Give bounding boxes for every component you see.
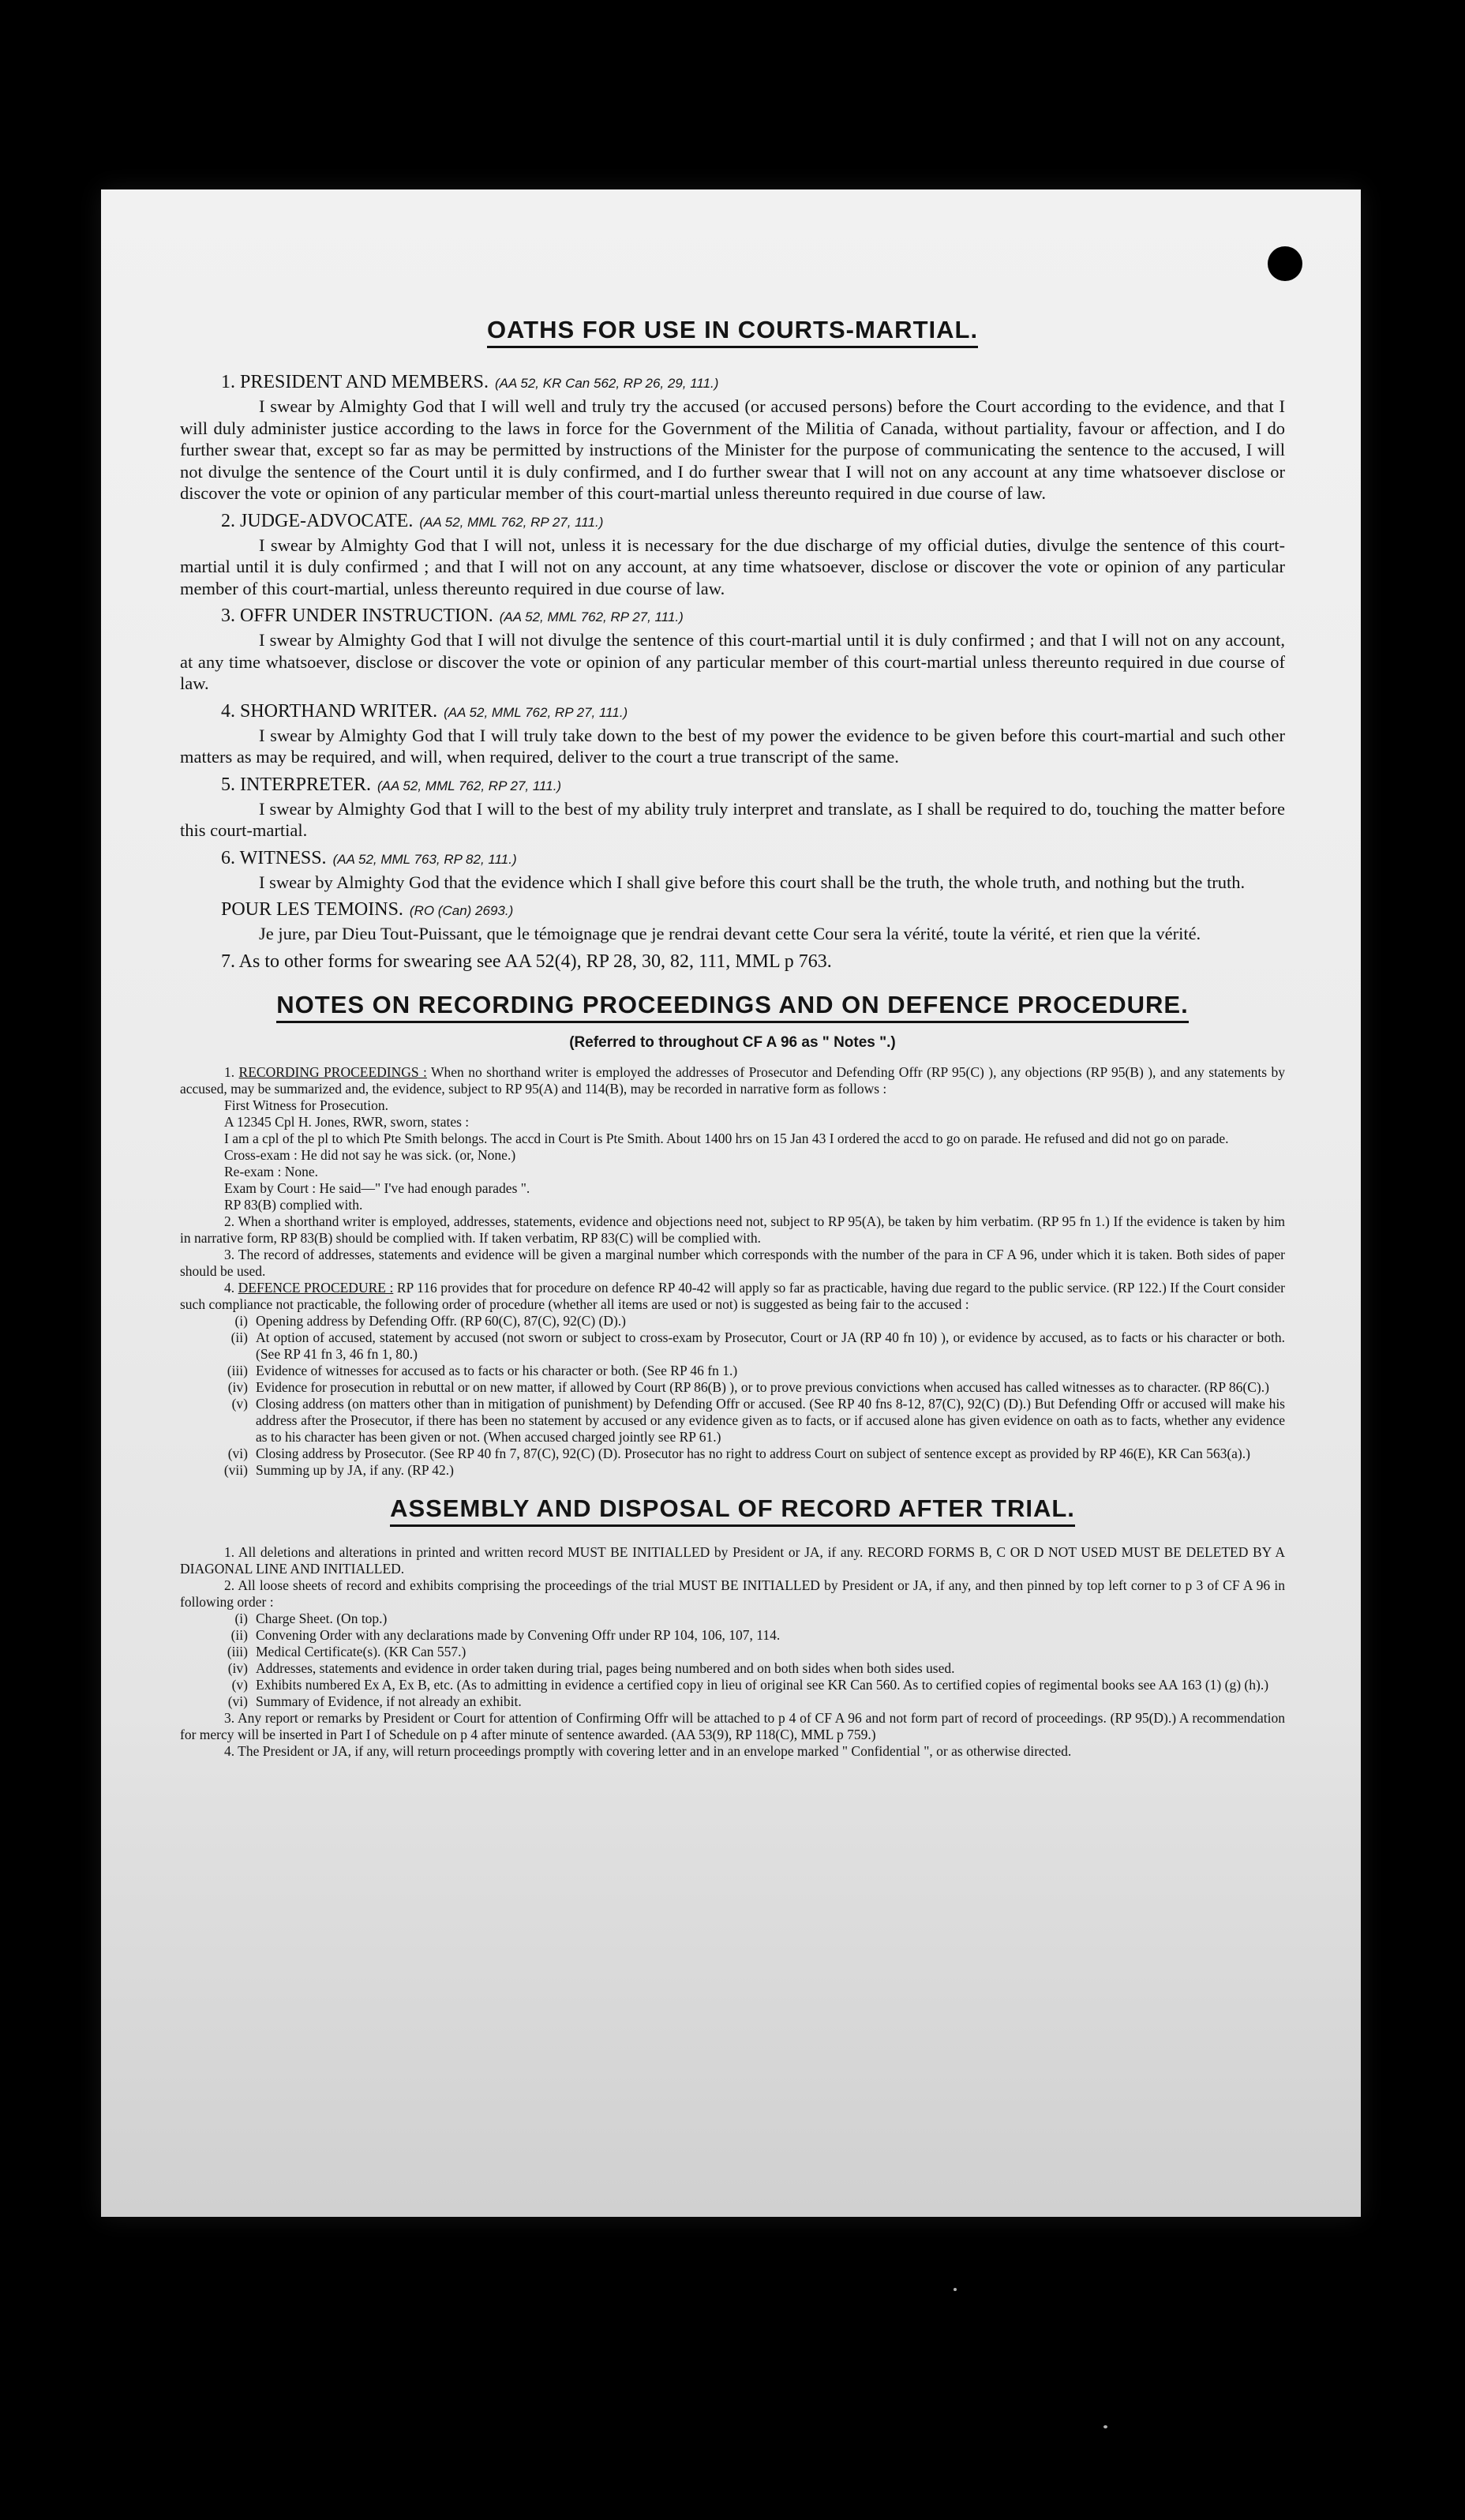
oath-text: I swear by Almighty God that the evidence which I shall give before this court shall be the truth, the whole truth, and nothing but the truth. [259,872,1246,892]
oath-section [180,699,1285,768]
oath-section [180,898,1285,945]
list-item-text: Medical Certificate(s). (KR Can 557.) [256,1643,466,1659]
notes-subtitle: (Referred to throughout CF A 96 as " Notes ".) [569,1033,896,1051]
oath-heading [180,846,1285,872]
list-item-number: (i) [234,1312,248,1329]
list-item [180,1329,1285,1363]
assembly-para-1: 1. All deletions and alterations in printed and written record MUST BE INITIALLED by President or JA, if any. RECORD FORMS B, C OR D NOT USED MUST BE DELETED BY A DIAGONAL LINE AND INITIALLED. [180,1543,1285,1577]
notes-para-4: 4. DEFENCE PROCEDURE : RP 116 provides that for procedure on defence RP 40-42 will apply so far as practicable, having due regard to the public service. (RP 122.) If the Court consider such compliance not practicable, the following order of procedure (whether all items are used or not) is suggested as being fair to the accused : [180,1279,1286,1312]
sample-record-line: Cross-exam : He did not say he was sick. (or, None.) [224,1146,516,1163]
oath-other-forms: 7. As to other forms for swearing see AA 52(4), RP 28, 30, 82, 111, MML p 763. [221,951,832,972]
list-item-text: Addresses, statements and evidence in order taken during trial, pages being numbered and on both sides when both sides used. [256,1659,955,1676]
sample-record-line: RP 83(B) complied with. [224,1196,363,1213]
notes-para-1: 1. RECORDING PROCEEDINGS : When no shorthand writer is employed the addresses of Prosecutor and Defending Offr (RP 95(C) ), any objections (RP 95(B) ), and any statements by accused, may be summarized and, the evidence, subject to RP 95(A) and 114(B), may be recorded in narrative form as follows : [180,1063,1285,1097]
oath-heading-text: POUR LES TEMOINS. [221,899,403,920]
assembly-title: ASSEMBLY AND DISPOSAL OF RECORD AFTER TRIAL. [180,1494,1285,1527]
oath-text: I swear by Almighty God that I will truly take down to the best of my power the evidence to be given before this court-martial and such other matters as may be required, and will, when required, deliver to the court a true transcript of the same. [180,725,1285,767]
list-item-text: Evidence for prosecution in rebuttal or on new matter, if allowed by Court (RP 86(B) ), or to prove previous convictions when accused has called witnesses as to character. (RP 86(C).) [256,1378,1269,1395]
sample-record-line: Exam by Court : He said—" I've had enough parades ". [224,1179,530,1196]
oath-section [180,370,1285,504]
list-item-text: Closing address (on matters other than in mitigation of punishment) by Defending Offr or accused. (See RP 40 fns 8-12, 87(C), 92(C) (D).) But Defending Offr or accused will make his address after the Prosecutor, if there has been no statement by accused or any evidence given as to facts, or if accused alone has given evidence on oath as to facts, whether any evidence as to his character has been given or not. (When accused charged jointly see RP 61.) [256,1395,1285,1445]
oath-heading [180,370,1285,396]
oath-text: Je jure, par Dieu Tout-Puissant, que le témoignage que je rendrai devant cette Cour sera la vérité, toute la vérité, et rien que la vérité. [259,924,1201,943]
oath-heading-text: 1. PRESIDENT AND MEMBERS. [221,372,489,392]
oath-heading [180,898,1285,923]
assembly-para-3: 3. Any report or remarks by President or Court for attention of Confirming Offr will be attached to p 4 of CF A 96 and not form part of record of proceedings. (RP 95(D).) A recommendation for mercy will be inserted in Part I of Schedule on p 4 after minute of sentence awarded. (AA 53(9), RP 118(C), MML p 759.) [180,1709,1285,1742]
list-item [180,1644,1285,1660]
list-item-number: (vi) [227,1693,248,1709]
oath-section [180,773,1285,842]
list-item-text: Charge Sheet. (On top.) [256,1610,388,1626]
assembly-para-4: 4. The President or JA, if any, will return proceedings promptly with covering letter and in an envelope marked " Confidential ", or as otherwise directed. [224,1742,1072,1759]
list-item-number: (vii) [223,1461,248,1478]
oath-section [180,846,1285,894]
list-item-text: At option of accused, statement by accused (not sworn or subject to cross-exam by Prosecutor, Court or JA (RP 40 fn 10) ), or evidence by accused, as to facts or his character or both. (See RP 41 fn 3, 46 fn 1, 80.) [256,1329,1285,1362]
oath-section [180,509,1285,600]
list-item [180,1627,1285,1644]
list-item [180,1677,1285,1693]
notes-title: NOTES ON RECORDING PROCEEDINGS AND ON DEFENCE PROCEDURE. [180,991,1285,1023]
oath-heading-text: 5. INTERPRETER. [221,774,371,795]
oath-heading [180,773,1285,798]
list-item [180,1462,1285,1479]
list-item [180,1693,1285,1710]
oath-heading [180,509,1285,534]
list-item [180,1446,1285,1462]
oath-reference: (AA 52, MML 762, RP 27, 111.) [499,609,684,624]
oath-text: I swear by Almighty God that I will not divulge the sentence of this court-martial until it is duly confirmed ; and that I will not on any account, at any time whatsoever, disclose or discover the vote or opinion of any particular member of this court-martial unless thereunto required in due course of law. [180,630,1285,693]
list-item-number: (ii) [230,1329,248,1345]
oath-text: I swear by Almighty God that I will well and truly try the accused (or accused persons) before the Court according to the evidence, and that I will duly administer justice according to the laws in force for the Government of the Militia of Canada, without partiality, favour or affection, and I do further swear that, except so far as may be permitted by instructions of the Minister for the purpose of communicating the sentence to the accused, I will not divulge the sentence of the Court until it is duly confirmed, and I do further swear that I will not on any account at any time whatsoever disclose or discover the vote or opinion of any particular member of this court-martial unless thereunto required in due course of law. [180,396,1285,503]
list-item-number: (iv) [227,1378,248,1395]
list-item [180,1396,1285,1446]
oath-reference: (RO (Can) 2693.) [409,903,514,918]
list-item-text: Evidence of witnesses for accused as to facts or his character or both. (See RP 46 fn 1.) [256,1362,738,1378]
sample-record-lines [180,1097,1285,1213]
oath-heading-text: 2. JUDGE-ADVOCATE. [221,510,414,531]
list-item-number: (iii) [227,1643,248,1659]
defence-procedure-list [180,1313,1285,1479]
list-item [180,1363,1285,1379]
oath-heading [180,604,1285,629]
list-item-text: Summing up by JA, if any. (RP 42.) [256,1461,454,1478]
recording-proceedings-heading: RECORDING PROCEEDINGS : [238,1063,427,1080]
oath-reference: (AA 52, MML 762, RP 27, 111.) [377,778,562,793]
film-speck [1103,2425,1107,2428]
assembly-para-2: 2. All loose sheets of record and exhibits comprising the proceedings of the trial MUST BE INITIALLED by President or JA, if any, and then pinned by top left corner to p 3 of CF A 96 in following order : [180,1577,1285,1610]
film-speck [954,2288,957,2291]
oaths-title: OATHS FOR USE IN COURTS-MARTIAL. [180,316,1285,348]
oath-sections [180,370,1285,945]
sample-record-line: First Witness for Prosecution. [224,1097,388,1113]
sample-record-line: Re-exam : None. [224,1163,319,1179]
record-order-list [180,1611,1285,1710]
document-page [101,189,1361,2217]
notes-para-3: 3. The record of addresses, statements and evidence will be given a marginal number which corresponds with the number of the para in CF A 96, under which it is taken. Both sides of paper should be used. [180,1246,1285,1279]
list-item [180,1611,1285,1627]
list-item-number: (ii) [230,1626,248,1643]
sample-record-line: A 12345 Cpl H. Jones, RWR, sworn, states : [224,1113,470,1130]
list-item-text: Summary of Evidence, if not already an exhibit. [256,1693,522,1709]
oath-reference: (AA 52, MML 763, RP 82, 111.) [332,851,517,867]
list-item-number: (vi) [227,1445,248,1461]
sample-record-line: I am a cpl of the pl to which Pte Smith belongs. The accd in Court is Pte Smith. About 1400 hrs on 15 Jan 43 I ordered the accd to go on parade. He refused and did not go on parade. [224,1130,1229,1146]
list-item [180,1313,1285,1329]
notes-para-2: 2. When a shorthand writer is employed, addresses, statements, evidence and objections need not, subject to RP 95(A), be taken by him verbatim. (RP 95 fn 1.) If the evidence is taken by him in narrative form, RP 83(B) should be complied with. If taken verbatim, RP 83(C) will be complied with. [180,1213,1285,1246]
oath-reference: (AA 52, KR Can 562, RP 26, 29, 111.) [494,376,719,391]
list-item-text: Exhibits numbered Ex A, Ex B, etc. (As to admitting in evidence a certified copy in lieu of original see KR Can 560. As to certified copies of regimental books see AA 163 (1) (g) (h).) [256,1676,1269,1693]
oath-reference: (AA 52, MML 762, RP 27, 111.) [444,704,628,720]
notes-body [180,1064,1285,1479]
list-item-number: (v) [231,1395,248,1412]
list-item-number: (i) [234,1610,248,1626]
list-item-text: Closing address by Prosecutor. (See RP 40 fn 7, 87(C), 92(C) (D). Prosecutor has no right to address Court on subject of sentence except as provided by RP 46(E), KR Can 563(a).) [256,1445,1250,1461]
list-item-text: Convening Order with any declarations made by Convening Offr under RP 104, 106, 107, 114. [256,1626,781,1643]
list-item-number: (v) [231,1676,248,1693]
oath-heading-text: 4. SHORTHAND WRITER. [221,700,438,722]
oath-text: I swear by Almighty God that I will not, unless it is necessary for the due discharge of my official duties, divulge the sentence of this court-martial until it is duly confirmed ; and that I will not on any account, at any time whatsoever, disclose or discover the vote or opinion of any particular member of this court-martial, unless thereunto required in due course of law. [180,534,1285,598]
defence-procedure-heading: DEFENCE PROCEDURE : [238,1279,394,1296]
page-content [180,316,1285,1760]
oath-heading-text: 6. WITNESS. [221,847,327,868]
list-item-number: (iii) [227,1362,248,1378]
list-item [180,1379,1285,1396]
list-item [180,1660,1285,1677]
list-item-text: Opening address by Defending Offr. (RP 60(C), 87(C), 92(C) (D).) [256,1312,627,1329]
oath-heading [180,699,1285,725]
oath-reference: (AA 52, MML 762, RP 27, 111.) [419,514,604,530]
oath-heading-text: 3. OFFR UNDER INSTRUCTION. [221,606,493,626]
list-item-number: (iv) [227,1659,248,1676]
oath-text: I swear by Almighty God that I will to the best of my ability truly interpret and translate, as I shall be required to do, touching the matter before this court-martial. [180,798,1285,840]
assembly-body [180,1544,1285,1760]
oath-section [180,604,1285,695]
punch-hole [1268,246,1302,281]
